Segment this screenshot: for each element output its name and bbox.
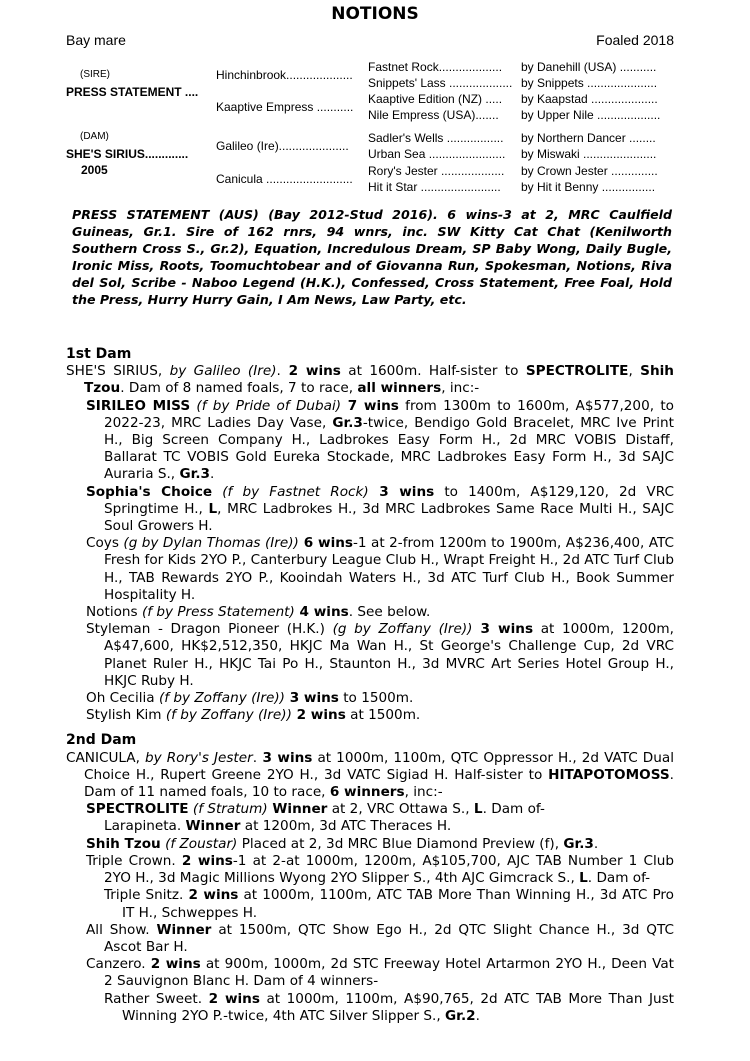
- second-dam-text: Gr.3: [563, 835, 594, 852]
- second-dam-text: All Show.: [86, 921, 157, 938]
- ancestor-3rd-gen: Urban Sea .......................: [368, 147, 506, 161]
- second-dam-text: at 1500m, QTC Show Ego H., 2d QTC Slight Chance H., 3d QTC Ascot Bar H.: [104, 921, 674, 955]
- first-dam-text: Gr.3: [179, 466, 210, 483]
- first-dam-text: 3 wins: [472, 621, 534, 638]
- second-dam-text: -1 at 2-at 1000m, 1200m, A$105,700, AJC TAB Number 1 Club 2YO H., 3d Magic Millions Wyong 2YO Slipper S., 4th AJC Gimcrack S.,: [104, 852, 674, 887]
- second-dam-text: Gr.2: [445, 1007, 476, 1024]
- first-dam-entry: [66, 484, 674, 536]
- second-dam-entry: [66, 956, 674, 990]
- first-dam-text: .: [210, 466, 215, 483]
- second-dam-text: Winner: [267, 801, 328, 818]
- second-dam-text: at 900m, 1000m, 2d STC Freeway Hotel Artarmon 2YO H., Deen Vat 2 Sauvignon Blanc H. Dam of 4 winners-: [104, 956, 674, 990]
- ancestor-sire-line: by Miswaki ......................: [521, 147, 657, 161]
- first-dam-text: SPECTROLITE: [525, 363, 629, 380]
- second-dam-text: , inc:-: [404, 784, 443, 801]
- first-dam-text: (g by Zoffany (Ire)): [332, 621, 473, 638]
- sire-summary: PRESS STATEMENT (AUS) (Bay 2012-Stud 2016). 6 wins-3 at 2, MRC Caulfield Guineas, Gr.1. Sire of 162 rnrs, 94 wnrs, inc. SW Kitty Cat Chat (Kenilworth Southern Cross S., Gr.2), Equation, Incredulous Dream, SP Baby Wong, Daily Bugle, Ironic Miss, Roots, Toomuchtobear and of Giovanna Run, Spokesman, Notions, Riva del Sol, Scribe - Naboo Legend (H.K.), Confessed, Cross Statement, Free Foal, Hold the Press, Hurry Hurry Gain, I Am News, Law Party, etc.: [72, 207, 672, 307]
- second-dam-text: 2 wins: [188, 887, 239, 904]
- second-dam-text: 2 wins: [181, 852, 233, 869]
- second-dam-text: Winner: [156, 921, 212, 938]
- second-dam-text: . Dam of-: [587, 870, 651, 887]
- first-dam-text: 2 wins: [280, 363, 341, 380]
- first-dam-text: .: [276, 363, 281, 380]
- first-dam-text: (f by Press Statement): [141, 604, 295, 621]
- ancestor-3rd-gen: Sadler's Wells .................: [368, 131, 504, 145]
- horse-sex-colour: Bay mare: [66, 32, 126, 48]
- second-dam-text: Canzero.: [86, 956, 151, 973]
- first-dam-entry: [66, 398, 674, 484]
- sire-sire: Hinchinbrook....................: [216, 68, 353, 82]
- first-dam-heading: 1st Dam: [66, 346, 132, 362]
- second-dam-text: .: [252, 749, 258, 766]
- second-dam-text: 2 wins: [208, 990, 260, 1007]
- first-dam-text: ,: [628, 363, 641, 380]
- first-dam-text: -twice, Bendigo Gold Bracelet, MRC Ive Print H., Big Screen Company H., Ladbrokes Easy Form H., 2d MRC VOBIS Distaff, Ballarat TC VOBIS Gold Eureka Stockade, MRC Ladbrokes Easy Form H., 3d SAJC Auraria S.,: [104, 414, 674, 483]
- second-dam-text: by Rory's Jester: [144, 749, 253, 766]
- dam-name: SHE'S SIRIUS.............: [66, 147, 189, 161]
- first-dam-text: Shih Tzou: [84, 363, 674, 397]
- first-dam-text: . Dam of 8 named foals, 7 to race,: [120, 380, 358, 397]
- first-dam-entry: [66, 535, 674, 604]
- ancestor-3rd-gen: Snippets' Lass ...................: [368, 76, 513, 90]
- ancestor-sire-line: by Snippets .....................: [521, 76, 658, 90]
- first-dam-text: 3 wins: [284, 690, 339, 707]
- first-dam-text: SIRILEO MISS: [86, 397, 191, 414]
- first-dam-text: (f by Zoffany (Ire)): [158, 690, 285, 707]
- sire-name: PRESS STATEMENT ....: [66, 85, 199, 99]
- first-dam-text: 2 wins: [291, 707, 346, 724]
- second-dam-text: L: [579, 870, 588, 887]
- second-dam-text: Shih Tzou: [86, 835, 161, 852]
- second-dam-text: at 1200m, 3d ATC Theraces H.: [240, 818, 452, 835]
- second-dam-entry: [66, 922, 674, 956]
- first-dam-text: all winners: [357, 380, 442, 397]
- second-dam-text: 2 wins: [150, 956, 201, 973]
- second-dam-text: .: [593, 835, 599, 852]
- second-dam-text: (f Stratum): [188, 801, 268, 818]
- ancestor-sire-line: by Upper Nile ...................: [521, 108, 661, 122]
- second-dam-text: Placed at 2, 3d MRC Blue Diamond Preview (f),: [237, 835, 564, 852]
- first-dam-text: 4 wins: [294, 604, 349, 621]
- sire-tag: (SIRE): [80, 69, 110, 80]
- first-dam-text: at 1600m. Half-sister to: [340, 363, 526, 380]
- first-dam-text: 7 wins: [341, 397, 399, 414]
- ancestor-3rd-gen: Fastnet Rock...................: [368, 60, 503, 74]
- second-dam-text: HITAPOTOMOSS: [548, 766, 670, 783]
- first-dam-text: -1 at 2-from 1200m to 1900m, A$236,400, ATC Fresh for Kids 2YO P., Canterbury League Club H., Wrapt Freight H., 2d ATC Turf Club H., TAB Rewards 2YO P., Kooindah Waters H., 3d ATC Turf Club H., Book Summer Hospitality H.: [104, 535, 674, 603]
- first-dam-text: from 1300m to 1600m, A$577,200, to 2022-23, MRC Ladies Day Vase,: [104, 397, 674, 431]
- second-dam-entry: [84, 991, 674, 1025]
- first-dam-text: 3 wins: [368, 483, 435, 500]
- foaled-year: Foaled 2018: [596, 32, 674, 48]
- second-dam-text: Winner: [185, 818, 241, 835]
- ancestor-sire-line: by Hit it Benny ................: [521, 180, 656, 194]
- first-dam-text: Sophia's Choice: [86, 483, 213, 500]
- ancestor-3rd-gen: Nile Empress (USA).......: [368, 108, 499, 122]
- first-dam-text: , inc:-: [441, 380, 480, 397]
- ancestor-sire-line: by Kaapstad ....................: [521, 92, 658, 106]
- first-dam-entry: [66, 363, 674, 397]
- first-dam-text: to 1500m.: [338, 690, 414, 707]
- second-dam-text: at 1000m, 1100m, ATC TAB More Than Winning H., 3d ATC Pro IT H., Schweppes H.: [122, 887, 675, 921]
- first-dam-text: (g by Dylan Thomas (Ire)): [123, 535, 299, 552]
- second-dam-text: SPECTROLITE: [86, 801, 189, 818]
- first-dam-text: to 1400m, A$129,120, 2d VRC Springtime H.,: [104, 483, 674, 517]
- second-dam-text: L: [473, 801, 483, 818]
- second-dam-entry: [66, 836, 674, 853]
- dam-sire: Galileo (Ire).....................: [216, 139, 349, 153]
- first-dam-text: Gr.3: [332, 414, 363, 431]
- second-dam-text: (f Zoustar): [160, 835, 238, 852]
- second-dam-entry: [84, 887, 674, 921]
- first-dam-entry: [66, 707, 674, 724]
- first-dam-entry: [66, 621, 674, 690]
- second-dam-entry: [66, 801, 674, 818]
- first-dam-text: (f by Zoffany (Ire)): [165, 707, 292, 724]
- first-dam-entries: [66, 363, 674, 724]
- first-dam-text: 6 wins: [298, 535, 354, 552]
- second-dam-entry: [66, 750, 674, 802]
- first-dam-text: Coys: [86, 535, 124, 552]
- dam-year: 2005: [81, 163, 108, 177]
- second-dam-text: . Dam of 11 named foals, 10 to race,: [84, 766, 674, 801]
- second-dam-text: Rather Sweet.: [104, 990, 209, 1007]
- first-dam-text: SHE'S SIRIUS,: [66, 363, 170, 380]
- dam-produce-record: [66, 346, 674, 1025]
- second-dam-text: Larapineta.: [104, 818, 186, 835]
- dam-dam: Canicula ..........................: [216, 172, 353, 186]
- second-dam-entries: [66, 750, 674, 1025]
- first-dam-text: by Galileo (Ire): [169, 363, 277, 380]
- second-dam-text: 3 wins: [257, 749, 313, 766]
- first-dam-text: at 1500m.: [345, 707, 421, 724]
- ancestor-sire-line: by Crown Jester ..............: [521, 164, 658, 178]
- ancestor-sire-line: by Danehill (USA) ...........: [521, 60, 657, 74]
- second-dam-text: at 2, VRC Ottawa S.,: [327, 801, 474, 818]
- second-dam-text: at 1000m, 1100m, QTC Oppressor H., 2d VATC Dual Choice H., Rupert Greene 2YO H., 3d VATC Sigiad H. Half-sister to: [84, 749, 674, 783]
- second-dam-text: . Dam of-: [482, 801, 545, 818]
- sire-dam: Kaaptive Empress ...........: [216, 100, 354, 114]
- ancestor-3rd-gen: Kaaptive Edition (NZ) .....: [368, 92, 503, 106]
- first-dam-entry: [66, 690, 674, 707]
- first-dam-entry: [66, 604, 674, 621]
- first-dam-text: at 1000m, 1200m, A$47,600, HK$2,512,350, HKJC Ma Wan H., St George's Challenge Cup, 2d VRC Planet Ruler H., HKJC Tai Po H., Staunton H., 3d MVRC Art Series Hotel Group H., HKJC Ruby H.: [104, 621, 674, 689]
- first-dam-text: L: [208, 500, 218, 517]
- first-dam-text: (f by Fastnet Rock): [212, 483, 369, 500]
- first-dam-text: , MRC Ladbrokes H., 3d MRC Ladbrokes Same Race Multi H., SAJC Soul Growers H.: [104, 500, 674, 535]
- second-dam-text: 6 winners: [329, 784, 405, 801]
- first-dam-text: Styleman - Dragon Pioneer (H.K.): [86, 621, 333, 638]
- dam-tag: (DAM): [80, 131, 109, 142]
- second-dam-text: Triple Snitz.: [104, 887, 189, 904]
- ancestor-3rd-gen: Hit it Star ........................: [368, 180, 501, 194]
- first-dam-text: Notions: [86, 604, 142, 621]
- horse-name: NOTIONS: [331, 4, 419, 24]
- second-dam-text: CANICULA,: [66, 749, 145, 766]
- ancestor-sire-line: by Northern Dancer ........: [521, 131, 656, 145]
- second-dam-heading: 2nd Dam: [66, 732, 137, 749]
- second-dam-text: at 1000m, 1100m, A$90,765, 2d ATC TAB More Than Just Winning 2YO P.-twice, 4th ATC Silver Slipper S.,: [122, 990, 674, 1024]
- second-dam-entry: [84, 818, 674, 835]
- second-dam-text: .: [475, 1007, 480, 1024]
- second-dam-entry: [66, 853, 674, 887]
- second-dam-text: Triple Crown.: [86, 852, 182, 869]
- first-dam-text: . See below.: [348, 604, 431, 621]
- ancestor-3rd-gen: Rory's Jester ...................: [368, 164, 505, 178]
- first-dam-text: (f by Pride of Dubai): [190, 397, 342, 414]
- first-dam-text: Stylish Kim: [86, 707, 166, 724]
- first-dam-text: Oh Cecilia: [86, 690, 159, 707]
